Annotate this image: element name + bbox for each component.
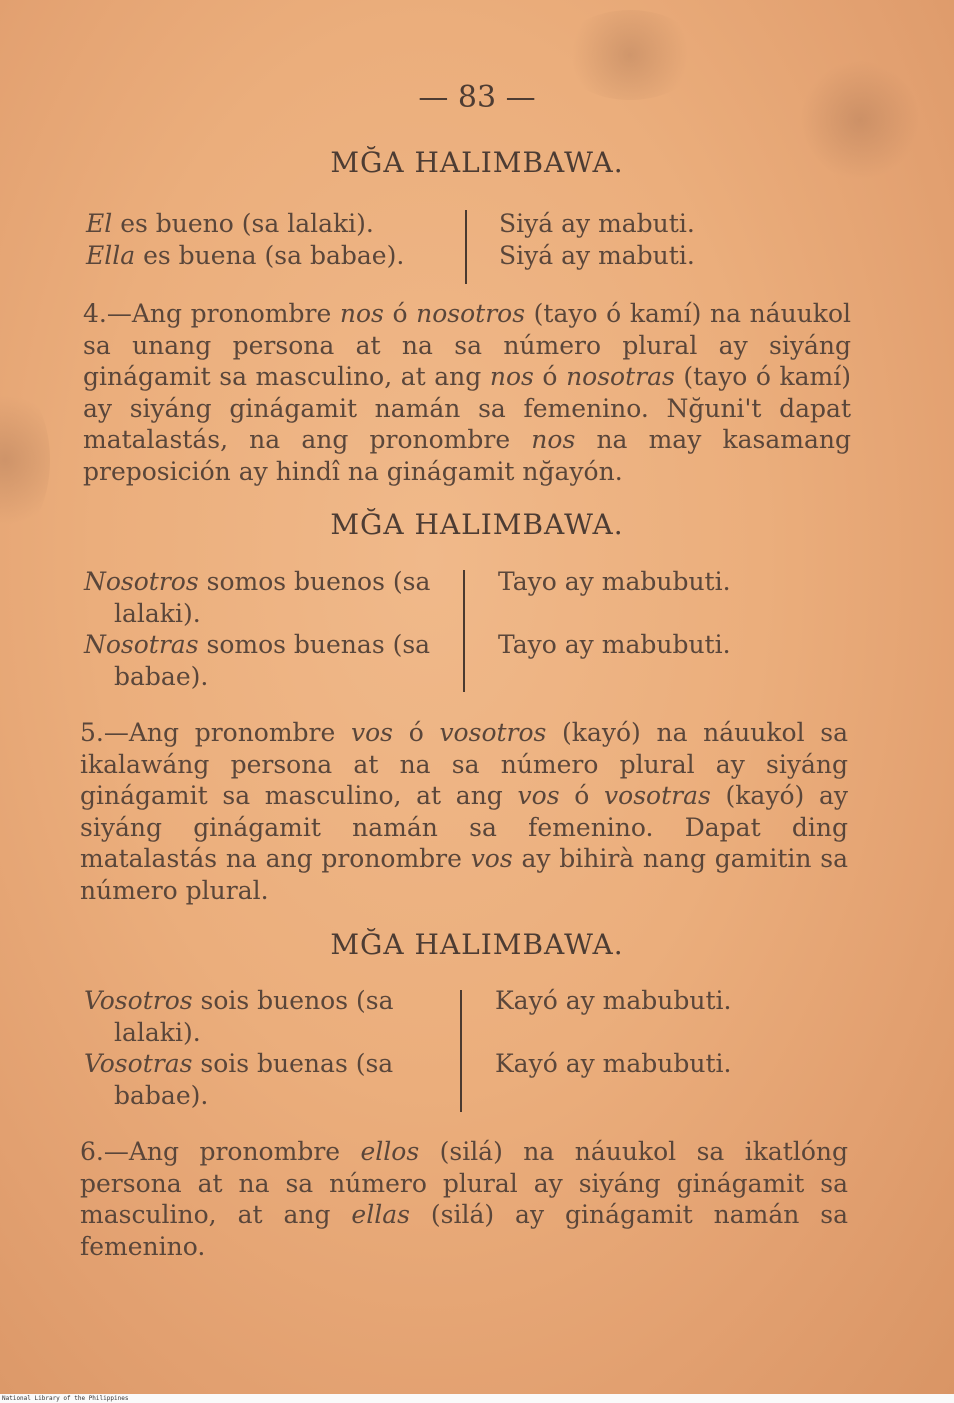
page-number: — 83 —	[418, 80, 536, 115]
column-divider	[460, 990, 462, 1112]
segment-italic: nos	[339, 299, 384, 328]
translation-line: Tayo ay mabubuti.	[498, 630, 731, 659]
spanish-pronoun: Nosotros	[84, 567, 199, 596]
section-heading: MĞA HALIMBAWA.	[330, 508, 624, 541]
spanish-pronoun: Vosotras	[84, 1049, 193, 1078]
segment: ó	[559, 781, 605, 810]
segment: (tayo ó kamí) na náuukol sa unang persona at na sa número plural ay siyáng ginágamit sa masculino, at ang	[83, 299, 851, 391]
example-text: somos buenas (sa	[198, 630, 431, 659]
example-line-cont: babae).	[114, 1080, 209, 1110]
segment: ó	[393, 718, 440, 747]
segment: 6.—Ang pronombre	[80, 1137, 361, 1166]
segment: ay bihirà nang gamitin sa número plural.	[80, 844, 848, 905]
example-line	[86, 240, 404, 272]
translation-line: Tayo ay mabubuti.	[498, 567, 731, 596]
spanish-pronoun: Nosotras	[84, 630, 199, 659]
segment: 4.—Ang pronombre	[83, 299, 340, 328]
example-right-column	[495, 985, 732, 1080]
column-divider	[465, 210, 467, 284]
spanish-pronoun: El	[86, 209, 113, 238]
example-line-cont: babae).	[114, 661, 209, 691]
segment: na may kasamang preposición ay hindî na ginágamit nğayón.	[83, 425, 852, 486]
example-left-column	[84, 985, 394, 1111]
segment-italic: vos	[470, 844, 513, 873]
translation-line: Siyá ay mabuti.	[499, 240, 695, 270]
spanish-pronoun: Ella	[86, 240, 136, 270]
segment: ó	[533, 362, 567, 391]
segment: (silá) na náuukol sa ikatlóng persona at na sa número plural ay siyáng ginágamit sa masculino, at ang	[80, 1137, 848, 1229]
segment: (kayó) ay siyáng ginágamit namán sa femenino. Dapat ding matalastás na ang pronombre	[80, 781, 848, 873]
example-line-cont: lalaki).	[114, 598, 201, 628]
segment-italic: vosotros	[439, 718, 547, 747]
segment: (silá) ay ginágamit namán sa femenino.	[80, 1200, 848, 1261]
example-line	[84, 1048, 394, 1080]
segment-italic: ellos	[360, 1137, 420, 1166]
translation-line: Kayó ay mabubuti.	[495, 1049, 732, 1078]
example-text: es bueno (sa lalaki).	[112, 209, 374, 238]
segment-italic: vos	[351, 718, 394, 747]
segment-italic: ellas	[351, 1200, 410, 1229]
translation-line: Kayó ay mabubuti.	[495, 986, 732, 1015]
segment-italic: nos	[489, 362, 534, 391]
paragraph-4	[83, 298, 851, 487]
library-footer: National Library of the Philippines	[0, 1394, 954, 1403]
segment-italic: nos	[531, 425, 576, 454]
segment: 5.—Ang pronombre	[80, 718, 351, 747]
segment-italic: nosotras	[566, 362, 675, 391]
segment: (kayó) na náuukol sa ikalawáng persona at na sa número plural ay siyáng ginágamit sa masculino, at ang	[80, 718, 848, 810]
segment-italic: vos	[517, 781, 560, 810]
segment: (tayo ó kamí) ay siyáng ginágamit namán sa femenino. Nğuni't dapat matalastás, na ang pronombre	[83, 362, 851, 454]
section-heading: MĞA HALIMBAWA.	[330, 928, 624, 961]
example-text: es buena (sa babae).	[135, 240, 405, 270]
column-divider	[463, 570, 465, 692]
paragraph-5	[80, 717, 848, 906]
spanish-pronoun: Vosotros	[84, 986, 193, 1015]
example-line	[84, 985, 394, 1017]
segment-italic: nosotros	[416, 299, 526, 328]
example-left-column	[84, 566, 430, 692]
example-text: sois buenas (sa	[192, 1049, 394, 1078]
example-text: sois buenos (sa	[192, 986, 394, 1015]
segment: ó	[383, 299, 417, 328]
segment-italic: vosotras	[604, 781, 711, 810]
example-right-column	[498, 566, 731, 661]
example-line	[84, 566, 430, 598]
example-line-cont: lalaki).	[114, 1017, 201, 1047]
example-left-column	[86, 208, 404, 271]
example-line	[84, 629, 430, 661]
example-text: somos buenos (sa	[198, 567, 431, 596]
translation-line: Siyá ay mabuti.	[499, 209, 695, 238]
section-heading: MĞA HALIMBAWA.	[330, 146, 624, 179]
example-right-column	[499, 208, 695, 271]
example-line	[86, 208, 404, 240]
paragraph-6	[80, 1136, 848, 1262]
